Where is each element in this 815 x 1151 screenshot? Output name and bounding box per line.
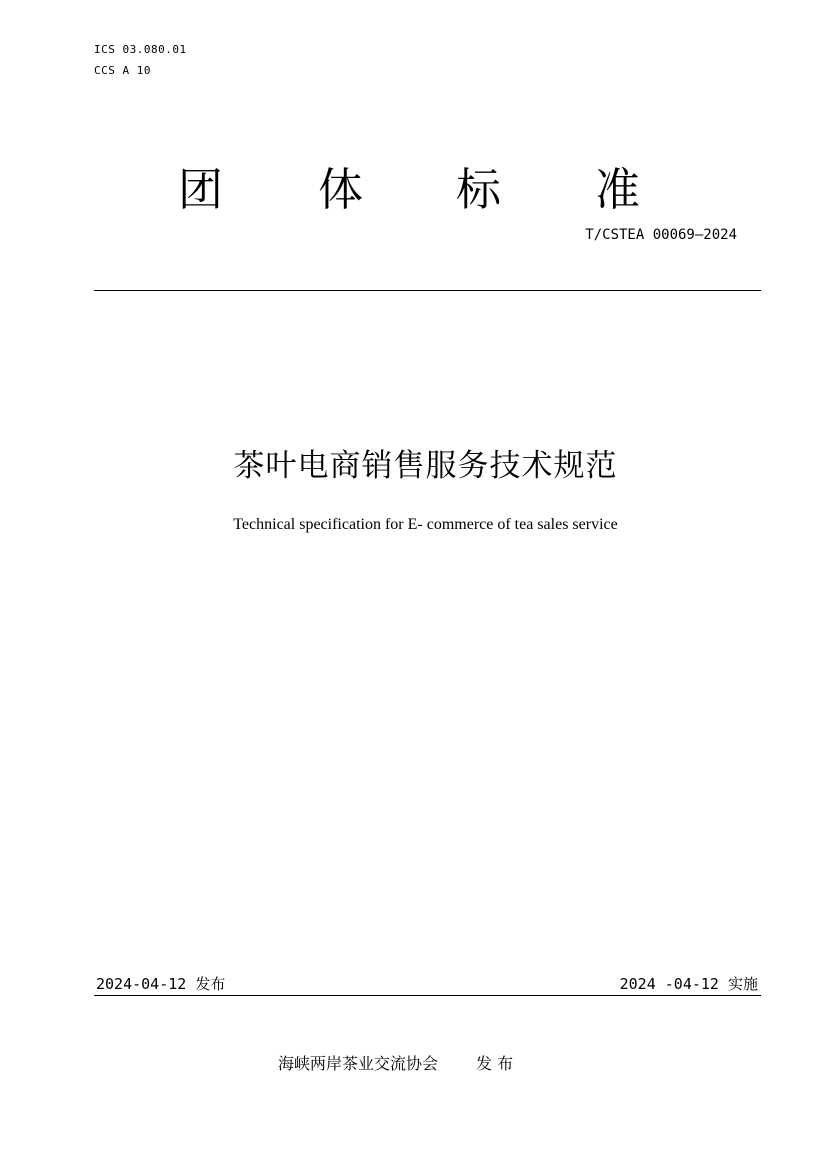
- standard-number: T/CSTEA 00069—2024: [585, 227, 737, 243]
- publish-date: 2024-04-12 发布: [96, 975, 226, 993]
- standard-type-char: 标: [456, 163, 502, 216]
- standard-type-char: 团: [178, 163, 224, 216]
- bottom-divider: [94, 995, 761, 996]
- document-title-chinese: 茶叶电商销售服务技术规范: [233, 448, 618, 484]
- issuer-line: [278, 1053, 513, 1075]
- issuer-name: 海峡两岸茶业交流协会: [278, 1054, 439, 1073]
- standard-type-char: 体: [318, 163, 364, 216]
- top-divider: [94, 290, 761, 291]
- implementation-date: 2024 -04-12 实施: [619, 975, 758, 993]
- document-title-english: Technical specification for E- commerce of tea sales service: [233, 516, 618, 533]
- standard-type-heading: [178, 160, 648, 220]
- ics-code: ICS 03.080.01: [94, 43, 187, 56]
- issue-action: 发 布: [476, 1054, 514, 1073]
- ccs-code: CCS A 10: [94, 64, 151, 77]
- standard-type-char: 准: [595, 163, 641, 216]
